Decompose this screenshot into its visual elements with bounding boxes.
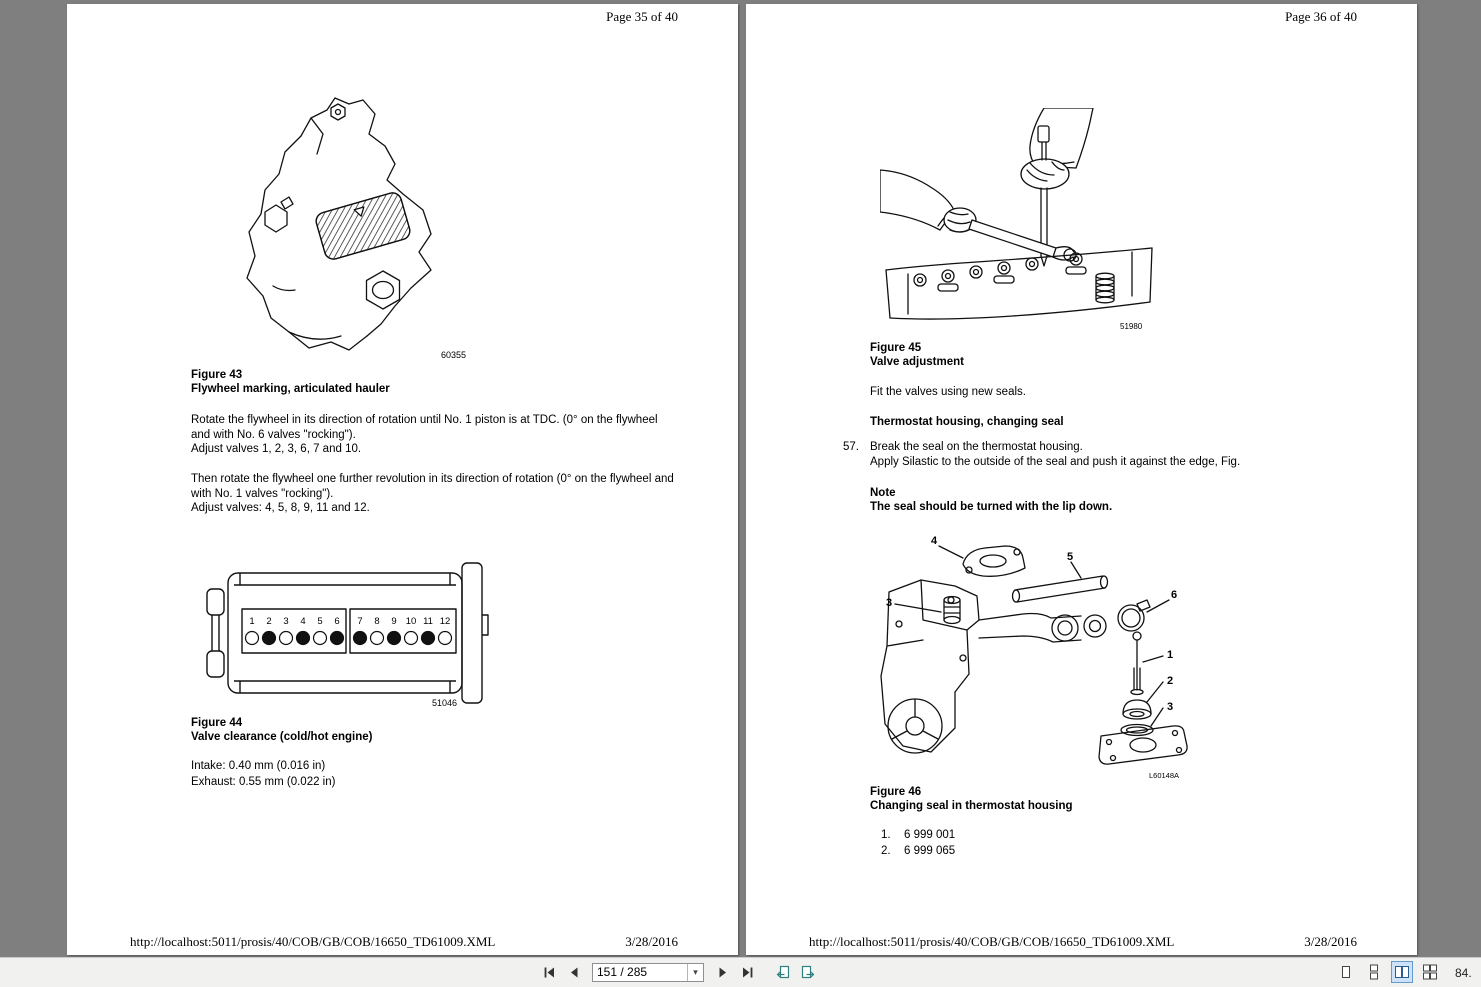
figure-45-caption: Valve adjustment (870, 356, 964, 368)
page-navigation-group (538, 961, 819, 983)
page-field-dropdown-icon[interactable]: ▾ (687, 964, 703, 981)
footer-date: 3/28/2016 (1304, 934, 1357, 949)
paragraph-line: Adjust valves: 4, 5, 8, 9, 11 and 12. (191, 502, 370, 514)
page-36-footer (809, 934, 1357, 950)
svg-text:9: 9 (391, 616, 397, 627)
svg-text:3: 3 (886, 597, 893, 609)
step-number: 57. (843, 441, 859, 453)
figure-43-caption: Flywheel marking, articulated hauler (191, 383, 390, 395)
two-up-continuous-icon (1422, 964, 1438, 980)
svg-text:10: 10 (405, 616, 417, 627)
continuous-layout-button[interactable] (1363, 961, 1385, 983)
previous-page-button[interactable] (563, 961, 585, 983)
svg-text:3: 3 (1167, 701, 1174, 713)
svg-text:2: 2 (266, 616, 272, 627)
figure-43-code: 60355 (441, 350, 467, 360)
svg-text:2: 2 (1167, 675, 1174, 687)
subheading: Thermostat housing, changing seal (870, 416, 1064, 428)
figure-44-code: 51046 (432, 698, 458, 708)
page-layout-group (1335, 961, 1441, 983)
last-page-button[interactable] (736, 961, 758, 983)
next-page-icon (715, 965, 730, 980)
part-value: 6 999 001 (904, 829, 956, 841)
figure-43-title: Figure 43 (191, 369, 243, 381)
svg-text:8: 8 (374, 616, 380, 627)
page-35-footer (130, 934, 678, 950)
page-number-field[interactable] (592, 963, 704, 982)
document-page-36 (746, 4, 1417, 955)
svg-text:11: 11 (423, 616, 433, 627)
two-up-continuous-layout-button[interactable] (1419, 961, 1441, 983)
zoom-level: 84. (1455, 966, 1472, 980)
part-number: 2. (881, 845, 891, 857)
note-text: The seal should be turned with the lip down. (870, 501, 1113, 513)
svg-text:7: 7 (357, 616, 363, 627)
svg-text:4: 4 (931, 535, 938, 547)
next-view-icon (800, 965, 816, 980)
paragraph-line: Then rotate the flywheel one further revolution in its direction of rotation (0° on the flywheel and (191, 473, 674, 485)
svg-text:4: 4 (300, 616, 306, 627)
paragraph-line: with No. 1 valves "rocking"). (191, 488, 334, 500)
paragraph-line: Adjust valves 1, 2, 3, 6, 7 and 10. (191, 443, 362, 455)
exhaust-clearance: Exhaust: 0.55 mm (0.022 in) (191, 776, 336, 788)
svg-text:1: 1 (249, 616, 255, 627)
figure-44-title: Figure 44 (191, 717, 243, 729)
two-up-icon (1394, 964, 1410, 980)
step-line: Break the seal on the thermostat housing. (870, 441, 1083, 453)
svg-text:3: 3 (283, 616, 289, 627)
svg-text:5: 5 (1067, 551, 1074, 563)
figure-46-thermostat-housing-illustration (855, 528, 1195, 784)
figure-45-title: Figure 45 (870, 342, 922, 354)
figure-44-caption: Valve clearance (cold/hot engine) (191, 731, 373, 743)
single-page-layout-button[interactable] (1335, 961, 1357, 983)
figure-45-valve-adjustment-illustration (880, 108, 1162, 334)
footer-url: http://localhost:5011/prosis/40/COB/GB/COB/16650_TD61009.XML (809, 934, 1175, 949)
page-number-input[interactable] (593, 965, 687, 980)
page-35-header: Page 35 of 40 (606, 9, 678, 24)
figure-46-caption: Changing seal in thermostat housing (870, 800, 1073, 812)
svg-text:6: 6 (334, 616, 340, 627)
svg-text:1: 1 (1167, 649, 1174, 661)
previous-view-icon (775, 965, 791, 980)
footer-date: 3/28/2016 (625, 934, 678, 949)
part-number: 1. (881, 829, 891, 841)
single-page-icon (1338, 964, 1354, 980)
figure-44-valve-clearance-illustration (200, 553, 490, 713)
step-line: Apply Silastic to the outside of the seal and push it against the edge, Fig. (870, 456, 1241, 468)
document-page-35 (67, 4, 738, 955)
previous-page-icon (567, 965, 582, 980)
figure-43-flywheel-marking-illustration (237, 90, 477, 364)
first-page-icon (542, 965, 557, 980)
paragraph-line: and with No. 6 valves "rocking"). (191, 429, 356, 441)
note-label: Note (870, 487, 896, 499)
next-page-button[interactable] (711, 961, 733, 983)
viewer-toolbar (0, 957, 1481, 987)
part-value: 6 999 065 (904, 845, 956, 857)
body-line: Fit the valves using new seals. (870, 386, 1026, 398)
valve-markers (246, 632, 452, 645)
last-page-icon (740, 965, 755, 980)
continuous-icon (1366, 964, 1382, 980)
two-up-layout-button[interactable] (1391, 961, 1413, 983)
svg-text:12: 12 (439, 616, 451, 627)
figure-45-code: 51980 (1120, 322, 1143, 331)
intake-clearance: Intake: 0.40 mm (0.016 in) (191, 760, 326, 772)
footer-url: http://localhost:5011/prosis/40/COB/GB/COB/16650_TD61009.XML (130, 934, 496, 949)
figure-46-code: L60148A (1149, 771, 1180, 780)
paragraph-line: Rotate the flywheel in its direction of rotation until No. 1 piston is at TDC. (0° on the flywheel (191, 414, 658, 426)
svg-text:6: 6 (1171, 589, 1178, 601)
figure-46-title: Figure 46 (870, 786, 922, 798)
page-36-header: Page 36 of 40 (1285, 9, 1357, 24)
svg-text:5: 5 (317, 616, 323, 627)
previous-view-button[interactable] (772, 961, 794, 983)
next-view-button[interactable] (797, 961, 819, 983)
first-page-button[interactable] (538, 961, 560, 983)
